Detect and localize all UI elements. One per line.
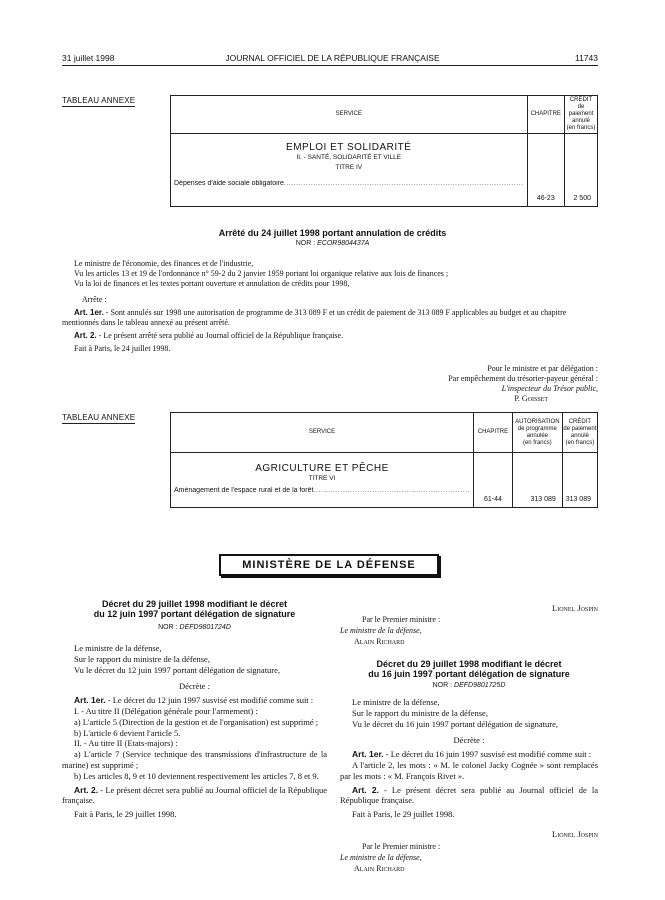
decret2-sig-block: Par le Premier ministre : Le ministre de la défense, Alain Richard (340, 842, 441, 873)
annex2-row-chapitre: 61-44 (473, 453, 512, 508)
annex1-section: EMPLOI ET SOLIDARITÉ (286, 142, 412, 153)
annex1-row-credit: 2 500 (565, 134, 598, 207)
annex1-titre: TITRE IV (335, 164, 363, 171)
arrete-p1: Le ministre de l'économie, des finances et de l'industrie, (74, 259, 254, 268)
arrete-signature: Pour le ministre et par délégation : Par empêchement du trésorier-payeur général : L'inspecteur du Trésor public, P. Goisset (448, 364, 598, 403)
annex2-col-service: SERVICE (171, 413, 474, 453)
arrete-title: Arrêté du 24 juillet 1998 portant annulation de crédits (218, 228, 447, 238)
annex2-section: AGRICULTURE ET PÊCHE (255, 463, 389, 474)
decret1-sig-name: Lionel Jospin (552, 603, 598, 613)
decret1-l3: b) L'article 6 devient l'article 5. (74, 727, 181, 738)
annex2-row-ap: 313 089 (512, 453, 562, 508)
header-date: 31 juillet 1998 (62, 53, 115, 63)
header-journal: JOURNAL OFFICIEL DE LA RÉPUBLIQUE FRANÇAISE (225, 53, 440, 63)
annex1-row-label: Dépenses d'aide sociale obligatoire.................................................................................................. (174, 180, 524, 187)
decret1-art2: Art. 2. - Le présent décret sera publié au Journal officiel de la République française. (62, 784, 327, 806)
decret2-title: Décret du 29 juillet 1998 modifiant le décret du 16 juin 1997 portant délégation de signature (368, 659, 570, 679)
decret2-p1: Le ministre de la défense, (352, 697, 440, 707)
arrete-p2: Vu les articles 13 et 19 de l'ordonnance n° 59-2 du 2 janvier 1959 portant loi organique relative aux lois de finances ; (74, 269, 449, 278)
arrete-fait: Fait à Paris, le 24 juillet 1998. (74, 344, 171, 353)
annex2-col-chapitre: CHAPITRE (473, 413, 512, 453)
annex1-label: TABLEAU ANNEXE (62, 96, 136, 105)
decret1-title: Décret du 29 juillet 1998 modifiant le décret du 12 juin 1997 portant délégation de signature (93, 599, 296, 619)
decret2-body (340, 697, 598, 820)
decret1-body (62, 643, 327, 820)
arrete-art2: Art. 2. - Le présent arrêté sera publié au Journal officiel de la République française. (74, 331, 344, 340)
decret2-decrete: Décrète : (453, 735, 485, 746)
decret2-art1: Art. 1er. - Le décret du 16 juin 1997 susvisé est modifié comme suit : (352, 749, 592, 760)
decret1-p3: Vu le décret du 12 juin 1997 portant délégation de signature, (74, 664, 281, 675)
annex1-col-chapitre: CHAPITRE (527, 96, 565, 134)
decret2-l1: A l'article 2, les mots : « M. le colonel Jacky Cognée » sont remplacés par les mots : « M. François Rivet ». (340, 759, 598, 781)
decret1-l5: a) L'article 7 (Service technique des transmissions d'infrastructure de la marine) est supprimé ; (62, 749, 327, 770)
annex2-body (171, 453, 474, 508)
annex1-body (171, 134, 528, 207)
annex1-col-credit: CRÉDIT de paiement annulé (en francs) (565, 96, 598, 134)
decret1-l2: a) L'article 5 (Direction de la gestion et de l'organisation) est supprimé ; (74, 716, 319, 727)
annex2-col-ap: AUTORISATION de programme annulée (en francs) (512, 413, 562, 453)
decret2-p3: Vu le décret du 16 juin 1997 portant délégation de signature, (352, 718, 559, 729)
annex1-col-service: SERVICE (171, 96, 528, 134)
decret1-nor: NOR : DEFD9801724D (158, 624, 231, 631)
annex2-row-label: Aménagement de l'espace rural et de la forêt................................................................ (174, 487, 470, 494)
decret1-p2: Sur le rapport du ministre de la défense, (74, 653, 210, 664)
annex2-label: TABLEAU ANNEXE (62, 413, 136, 422)
arrete-nor: NOR : ECOR9804437A (295, 240, 370, 247)
decret1-sig-block: Par le Premier ministre : Le ministre de la défense, Alain Richard (340, 615, 441, 646)
decret2-art2: Art. 2. - Le présent décret sera publié au Journal officiel de la République française. (340, 784, 598, 806)
decret1-p1: Le ministre de la défense, (74, 643, 162, 653)
header-page: 11743 (574, 53, 598, 63)
decret2-p2: Sur le rapport du ministre de la défense, (352, 707, 488, 718)
decret1-l1: I. - Au titre II (Délégation générale pour l'armement) : (74, 705, 258, 716)
decret1-l6: b) Les articles 8, 9 et 10 deviennent respectivement les articles 7, 8 et 9. (74, 770, 319, 781)
decret1-decrete: Décrète : (179, 681, 210, 692)
arrete-p3: Vu la loi de finances et les textes portant ouverture et annulation de crédits pour 1998, (74, 279, 350, 288)
annex1-subsection: II. - SANTÉ, SOLIDARITÉ ET VILLE (296, 154, 402, 161)
decret2-nor: NOR : DEFD9801725D (432, 682, 506, 689)
header-rule (62, 65, 598, 66)
annex1-row-chapitre: 46-23 (527, 134, 565, 207)
arrete-art1: Art. 1er. - Sont annulés sur 1998 une autorisation de programme de 313 089 F et un crédit de paiement de 313 089 F applicables au budget et au chapitre mentionnés dans le tableau annexé au présent arrêté. (62, 308, 567, 327)
decret2-sig-name: Lionel Jospin (552, 829, 598, 839)
decret1-art1: Art. 1er. - Le décret du 12 juin 1997 susvisé est modifié comme suit : (74, 695, 314, 706)
decret1-fait: Fait à Paris, le 29 juillet 1998. (74, 809, 177, 820)
arrete-arrete: Arrête : (82, 295, 107, 304)
ministry-heading: MINISTÈRE DE LA DÉFENSE (219, 554, 439, 576)
annex2-table (170, 412, 598, 508)
annex1-table (170, 95, 598, 207)
decret1-l4: II. - Au titre II (Etats-majors) : (74, 738, 178, 749)
arrete-body (62, 259, 598, 354)
annex2-titre: TITRE VI (308, 475, 336, 482)
decret2-fait: Fait à Paris, le 29 juillet 1998. (352, 809, 455, 820)
annex2-col-credit: CRÉDIT de paiement annulé (en francs) (562, 413, 597, 453)
annex2-row-credit: 313 089 (562, 453, 597, 508)
